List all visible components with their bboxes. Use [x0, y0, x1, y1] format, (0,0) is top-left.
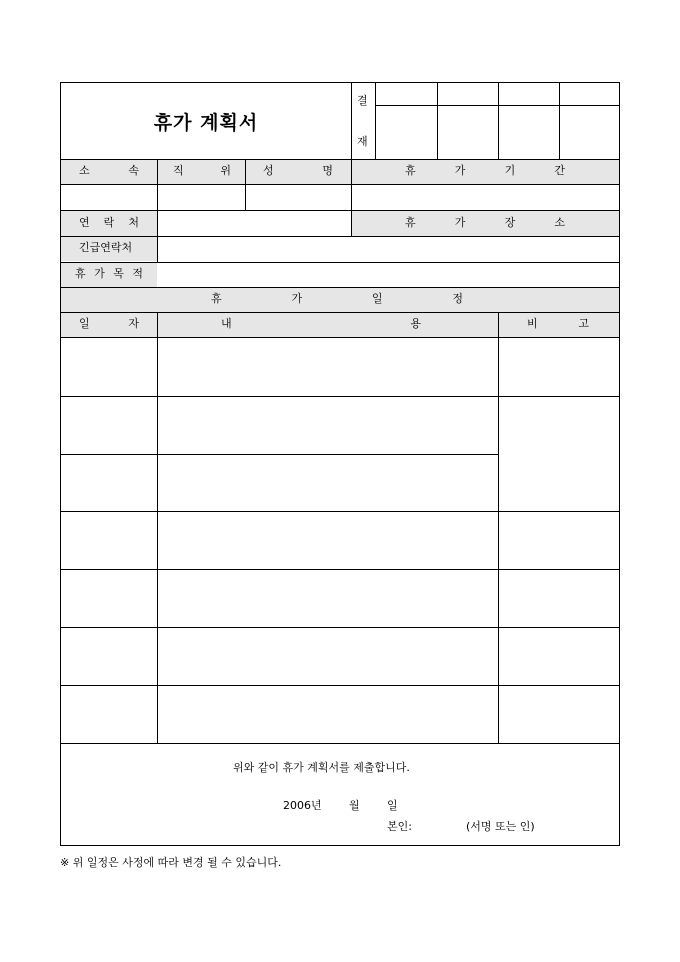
- schedule-date-7[interactable]: [62, 686, 157, 743]
- position-label: 직 위: [173, 164, 231, 177]
- approval-sign-3[interactable]: [499, 106, 559, 159]
- sign-hint: (서명 또는 인): [466, 820, 535, 833]
- approval-label-bottom: 재: [357, 135, 368, 148]
- remarks-col-header: 비 고: [527, 317, 589, 330]
- schedule-date-5[interactable]: [62, 570, 157, 627]
- purpose-label: 휴 가 목 적: [75, 267, 143, 280]
- department-label: 소 속: [79, 164, 139, 177]
- schedule-content-6[interactable]: [158, 628, 498, 685]
- schedule-content-7[interactable]: [158, 686, 498, 743]
- schedule-date-6[interactable]: [62, 628, 157, 685]
- place-label: 휴 가 장 소: [405, 216, 565, 229]
- content-col-header: 내 용: [221, 317, 421, 330]
- schedule-remarks-4[interactable]: [499, 512, 619, 569]
- period-label: 휴 가 기 간: [405, 164, 565, 177]
- submission-day: 일: [387, 799, 398, 812]
- self-sign-field[interactable]: [421, 817, 461, 835]
- position-field[interactable]: [158, 185, 245, 210]
- approval-sign-1[interactable]: [376, 106, 437, 159]
- submission-statement: 위와 같이 휴가 계획서를 제출합니다.: [233, 761, 410, 774]
- schedule-date-2[interactable]: [62, 397, 157, 454]
- schedule-remarks-6[interactable]: [499, 628, 619, 685]
- schedule-remarks-5[interactable]: [499, 570, 619, 627]
- schedule-content-4[interactable]: [158, 512, 498, 569]
- approval-sign-2[interactable]: [438, 106, 498, 159]
- schedule-content-2[interactable]: [158, 397, 498, 454]
- schedule-date-4[interactable]: [62, 512, 157, 569]
- approval-label-top: 결: [357, 94, 368, 107]
- schedule-remarks-7[interactable]: [499, 686, 619, 743]
- approval-sign-4[interactable]: [560, 106, 619, 159]
- schedule-content-5[interactable]: [158, 570, 498, 627]
- department-field[interactable]: [62, 185, 157, 210]
- schedule-title: 휴 가 일 정: [211, 292, 463, 305]
- schedule-content-1[interactable]: [158, 338, 498, 396]
- purpose-field[interactable]: [158, 263, 619, 287]
- schedule-remarks-1[interactable]: [499, 338, 619, 396]
- period-field[interactable]: [352, 185, 619, 210]
- contact-label: 연 락 처: [79, 216, 139, 229]
- place-field[interactable]: [352, 237, 619, 262]
- self-label: 본인:: [387, 820, 412, 833]
- name-label: 성 명: [263, 164, 333, 177]
- form-title: 휴가 계획서: [153, 111, 259, 134]
- contact-field[interactable]: [158, 211, 351, 236]
- submission-month: 월: [349, 799, 360, 812]
- schedule-content-3[interactable]: [158, 455, 498, 511]
- submission-year: 2006년: [283, 799, 322, 812]
- vacation-plan-form: [60, 82, 620, 846]
- emergency-contact-label: 긴급연락처: [79, 241, 133, 254]
- emergency-contact-field[interactable]: [158, 237, 351, 262]
- schedule-date-3[interactable]: [62, 455, 157, 511]
- date-col-header: 일 자: [79, 317, 139, 330]
- footnote: ※ 위 일정은 사정에 따라 변경 될 수 있습니다.: [60, 856, 282, 869]
- schedule-remarks-2[interactable]: [499, 397, 619, 511]
- name-field[interactable]: [246, 185, 351, 210]
- schedule-date-1[interactable]: [62, 338, 157, 396]
